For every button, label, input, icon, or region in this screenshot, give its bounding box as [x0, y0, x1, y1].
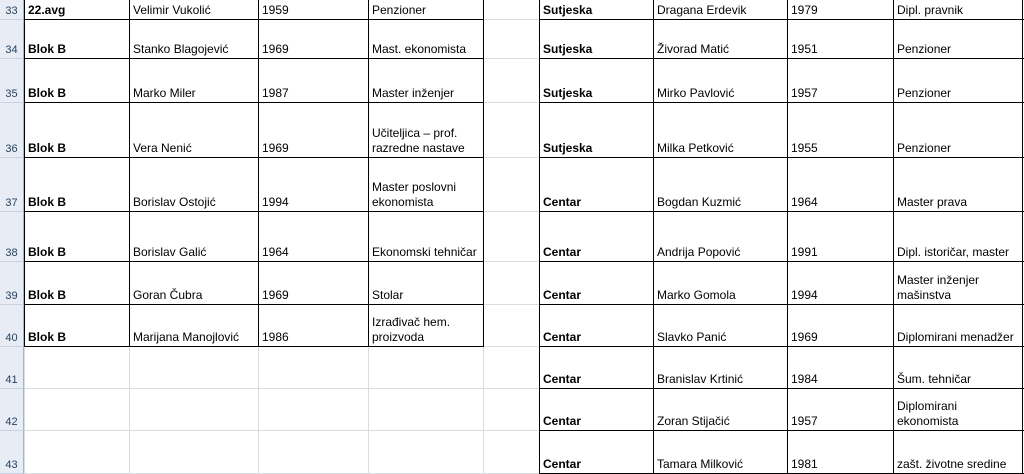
- cell-text: Milka Petković: [657, 141, 734, 155]
- table-border: [787, 0, 788, 474]
- table-border: [539, 388, 1024, 389]
- occupation-cell[interactable]: [368, 212, 483, 262]
- cell-text: 1981: [791, 457, 818, 471]
- name-cell[interactable]: [129, 20, 258, 59]
- cell-text: Master inženjer mašinstva: [897, 273, 980, 302]
- name-cell[interactable]: [653, 389, 787, 431]
- location-cell[interactable]: [539, 262, 653, 305]
- name-cell[interactable]: [653, 0, 787, 20]
- name-cell[interactable]: [129, 103, 258, 158]
- cell-text: Stanko Blagojević: [133, 42, 229, 56]
- year-cell[interactable]: [787, 103, 893, 158]
- occupation-cell[interactable]: [368, 0, 483, 20]
- cell-text: Penzioner: [897, 141, 952, 155]
- year-cell[interactable]: [787, 0, 893, 20]
- cell-text: 1959: [262, 3, 289, 17]
- table-border: [258, 0, 259, 347]
- table-border: [483, 0, 484, 347]
- location-cell[interactable]: [539, 347, 653, 389]
- table-border: [539, 346, 1024, 347]
- cell-text: 1987: [262, 86, 289, 100]
- year-cell[interactable]: [258, 0, 368, 20]
- location-cell[interactable]: [539, 0, 653, 20]
- occupation-cell[interactable]: [368, 262, 483, 305]
- year-cell[interactable]: [258, 212, 368, 262]
- cell-text: Centar: [543, 330, 582, 344]
- location-cell[interactable]: [539, 389, 653, 431]
- table-border: [24, 157, 483, 158]
- cell-text: Master prava: [897, 195, 968, 209]
- cell-text: 1986: [262, 330, 289, 344]
- cell-text: 1969: [262, 42, 289, 56]
- cell-text: Učiteljica – prof. razredne nastave: [372, 126, 465, 155]
- row-header[interactable]: [0, 305, 24, 347]
- location-cell[interactable]: [539, 212, 653, 262]
- table-border: [24, 304, 483, 305]
- name-cell[interactable]: [129, 158, 258, 212]
- table-border: [653, 0, 654, 474]
- row-number: 41: [5, 374, 18, 386]
- cell-text: Dipl. istoričar, master: [897, 245, 1010, 259]
- location-cell[interactable]: [24, 158, 129, 212]
- cell-text: Šum. tehničar: [897, 372, 972, 386]
- table-border: [893, 0, 894, 474]
- year-cell[interactable]: [787, 262, 893, 305]
- cell-text: 1964: [791, 195, 818, 209]
- cell-text: Blok B: [28, 141, 67, 155]
- occupation-cell[interactable]: [893, 0, 1024, 20]
- cell-text: Zoran Stijačić: [657, 414, 730, 428]
- year-cell[interactable]: [787, 347, 893, 389]
- cell-text: Penzioner: [897, 86, 952, 100]
- cell-text: Centar: [543, 372, 582, 386]
- name-cell[interactable]: [653, 59, 787, 103]
- occupation-cell[interactable]: [893, 262, 1024, 305]
- name-cell[interactable]: [129, 262, 258, 305]
- name-cell[interactable]: [653, 347, 787, 389]
- cell-text: 1994: [791, 288, 818, 302]
- location-cell[interactable]: [24, 20, 129, 59]
- name-cell[interactable]: [653, 305, 787, 347]
- occupation-cell[interactable]: [893, 389, 1024, 431]
- location-cell[interactable]: [24, 262, 129, 305]
- row-number: 33: [5, 5, 18, 17]
- cell-text: Izrađivač hem. proizvoda: [372, 315, 451, 344]
- location-cell[interactable]: [539, 59, 653, 103]
- occupation-cell[interactable]: [368, 20, 483, 59]
- year-cell[interactable]: [258, 20, 368, 59]
- cell-text: Sutjeska: [543, 3, 593, 17]
- cell-text: Centar: [543, 288, 582, 302]
- name-cell[interactable]: [129, 59, 258, 103]
- occupation-cell[interactable]: [893, 305, 1024, 347]
- row-number: 43: [5, 459, 18, 471]
- cell-text: Diplomirani ekonomista: [897, 399, 959, 428]
- cell-text: Blok B: [28, 42, 67, 56]
- row-number: 34: [5, 44, 18, 56]
- cell-text: Ekonomski tehničar: [372, 245, 477, 259]
- cell-text: Blok B: [28, 288, 67, 302]
- cell-text: zašt. životne sredine: [897, 457, 1007, 471]
- occupation-cell[interactable]: [893, 431, 1024, 474]
- cell-text: Vera Nenić: [133, 141, 192, 155]
- cell-text: 1969: [262, 141, 289, 155]
- occupation-cell[interactable]: [368, 103, 483, 158]
- location-cell[interactable]: [24, 212, 129, 262]
- cell-text: Centar: [543, 457, 582, 471]
- cell-text: Sutjeska: [543, 141, 593, 155]
- table-border: [539, 0, 540, 474]
- row-number: 37: [5, 197, 18, 209]
- table-border: [24, 0, 25, 347]
- cell-text: Marko Gomola: [657, 288, 736, 302]
- cell-text: Blok B: [28, 195, 67, 209]
- row-header[interactable]: [0, 431, 24, 474]
- cell-text: Velimir Vukolić: [133, 3, 211, 17]
- year-cell[interactable]: [258, 262, 368, 305]
- cell-text: Goran Čubra: [133, 288, 203, 302]
- cell-text: Marko Miler: [133, 86, 196, 100]
- cell-text: Master poslovni ekonomista: [372, 180, 457, 209]
- name-cell[interactable]: [653, 158, 787, 212]
- year-cell[interactable]: [787, 305, 893, 347]
- row-header[interactable]: [0, 389, 24, 431]
- row-header[interactable]: [0, 347, 24, 389]
- cell-text: Borislav Galić: [133, 245, 207, 259]
- cell-text: 1955: [791, 141, 818, 155]
- occupation-cell[interactable]: [368, 305, 483, 347]
- location-cell[interactable]: [24, 103, 129, 158]
- table-border: [539, 19, 1024, 20]
- cell-text: 1957: [791, 414, 818, 428]
- cell-text: Mast. ekonomista: [372, 42, 467, 56]
- cell-text: 1969: [791, 330, 818, 344]
- table-border: [539, 211, 1024, 212]
- cell-text: Tamara Milković: [657, 457, 744, 471]
- cell-text: Borislav Ostojić: [133, 195, 216, 209]
- table-border: [24, 261, 483, 262]
- cell-text: Master inženjer: [372, 86, 455, 100]
- row-number: 42: [5, 416, 18, 428]
- table-border: [1022, 0, 1023, 474]
- location-cell[interactable]: [539, 431, 653, 474]
- location-cell[interactable]: [24, 0, 129, 20]
- table-border: [24, 102, 483, 103]
- location-cell[interactable]: [539, 20, 653, 59]
- occupation-cell[interactable]: [368, 59, 483, 103]
- name-cell[interactable]: [129, 212, 258, 262]
- row-header[interactable]: [0, 20, 24, 59]
- cell-text: 1964: [262, 245, 289, 259]
- name-cell[interactable]: [653, 262, 787, 305]
- row-header[interactable]: [0, 158, 24, 212]
- cell-text: Mirko Pavlović: [657, 86, 735, 100]
- row-number: 36: [5, 143, 18, 155]
- row-number: 38: [5, 247, 18, 259]
- cell-text: 22.avg: [28, 3, 66, 17]
- cell-text: 1979: [791, 3, 818, 17]
- row-number: 39: [5, 290, 18, 302]
- row-header[interactable]: [0, 103, 24, 158]
- year-cell[interactable]: [787, 59, 893, 103]
- occupation-cell[interactable]: [893, 103, 1024, 158]
- year-cell[interactable]: [258, 305, 368, 347]
- occupation-cell[interactable]: [368, 158, 483, 212]
- table-border: [539, 58, 1024, 59]
- year-cell[interactable]: [258, 158, 368, 212]
- cell-text: Blok B: [28, 86, 67, 100]
- table-border: [24, 211, 483, 212]
- cell-text: 1957: [791, 86, 818, 100]
- year-cell[interactable]: [258, 59, 368, 103]
- location-cell[interactable]: [24, 59, 129, 103]
- row-header[interactable]: [0, 212, 24, 262]
- row-number: 40: [5, 332, 18, 344]
- table-border: [539, 102, 1024, 103]
- table-border: [24, 19, 483, 20]
- location-cell[interactable]: [24, 305, 129, 347]
- year-cell[interactable]: [258, 103, 368, 158]
- cell-text: Andrija Popović: [657, 245, 741, 259]
- occupation-cell[interactable]: [893, 59, 1024, 103]
- cell-text: Stolar: [372, 288, 404, 302]
- year-cell[interactable]: [787, 431, 893, 474]
- location-cell[interactable]: [539, 305, 653, 347]
- table-border: [368, 0, 369, 347]
- table-border: [24, 58, 483, 59]
- cell-text: 1994: [262, 195, 289, 209]
- year-cell[interactable]: [787, 158, 893, 212]
- cell-text: Branislav Krtinić: [657, 372, 744, 386]
- cell-text: Slavko Panić: [657, 330, 727, 344]
- name-cell[interactable]: [653, 20, 787, 59]
- cell-text: 1984: [791, 372, 818, 386]
- cell-text: Penzioner: [372, 3, 427, 17]
- cell-text: 1951: [791, 42, 818, 56]
- table-border: [24, 346, 483, 347]
- cell-text: Živorad Matić: [657, 42, 730, 56]
- cell-text: Diplomirani menadžer: [897, 330, 1014, 344]
- cell-text: 1969: [262, 288, 289, 302]
- year-cell[interactable]: [787, 389, 893, 431]
- year-cell[interactable]: [787, 20, 893, 59]
- location-cell[interactable]: [539, 158, 653, 212]
- row-header[interactable]: [0, 0, 24, 20]
- table-border: [129, 0, 130, 347]
- cell-text: Dragana Erdevik: [657, 3, 747, 17]
- cell-text: Sutjeska: [543, 86, 593, 100]
- table-border: [539, 157, 1024, 158]
- cell-text: Dipl. pravnik: [897, 3, 964, 17]
- cell-text: Blok B: [28, 330, 67, 344]
- row-number: 35: [5, 88, 18, 100]
- occupation-cell[interactable]: [893, 20, 1024, 59]
- cell-text: Blok B: [28, 245, 67, 259]
- occupation-cell[interactable]: [893, 158, 1024, 212]
- name-cell[interactable]: [653, 212, 787, 262]
- occupation-cell[interactable]: [893, 347, 1024, 389]
- name-cell[interactable]: [129, 0, 258, 20]
- cell-text: 1991: [791, 245, 818, 259]
- occupation-cell[interactable]: [893, 212, 1024, 262]
- table-border: [539, 261, 1024, 262]
- name-cell[interactable]: [653, 103, 787, 158]
- table-border: [539, 304, 1024, 305]
- year-cell[interactable]: [787, 212, 893, 262]
- name-cell[interactable]: [653, 431, 787, 474]
- cell-text: Centar: [543, 414, 582, 428]
- name-cell[interactable]: [129, 305, 258, 347]
- cell-text: Sutjeska: [543, 42, 593, 56]
- cell-text: Penzioner: [897, 42, 952, 56]
- cell-text: Bogdan Kuzmić: [657, 195, 742, 209]
- row-header[interactable]: [0, 262, 24, 305]
- row-header[interactable]: [0, 59, 24, 103]
- cell-text: Marijana Manojlović: [133, 330, 240, 344]
- table-border: [539, 430, 1024, 431]
- location-cell[interactable]: [539, 103, 653, 158]
- cell-text: Centar: [543, 245, 582, 259]
- cell-text: Centar: [543, 195, 582, 209]
